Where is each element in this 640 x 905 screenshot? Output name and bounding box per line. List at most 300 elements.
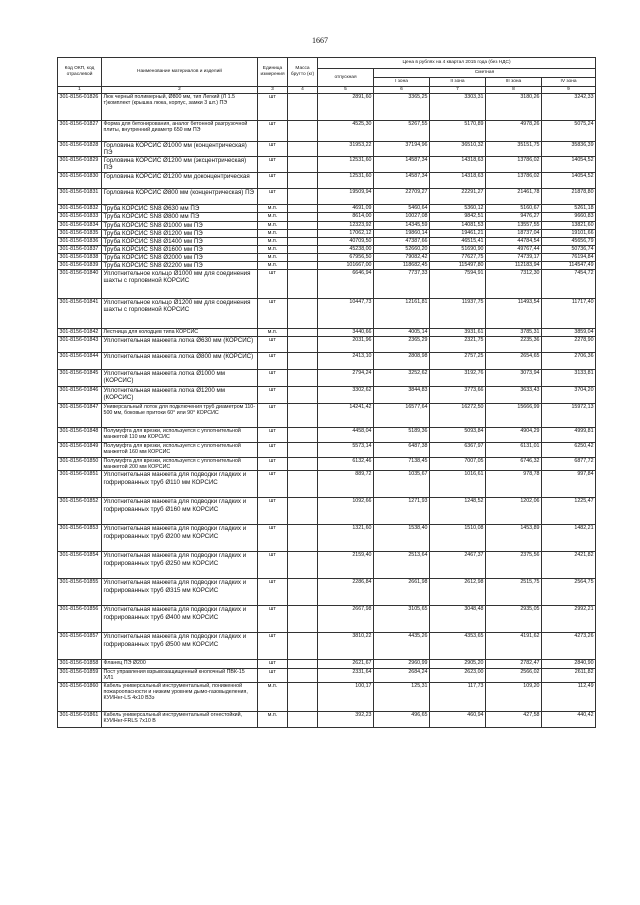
cell-code: 301-8156-01841 [58, 299, 102, 329]
cell-name: Уплотнительная манжета для подводки гладких и гофрированных труб Ø250 мм КОРСИС [102, 552, 258, 579]
cell-release-price: 2891,60 [318, 94, 374, 121]
cell-zone-3-price: 2654,65 [486, 353, 542, 370]
cell-release-price: 1092,66 [318, 498, 374, 525]
cell-release-price: 8614,00 [318, 213, 374, 221]
cell-code: 301-8156-01839 [58, 262, 102, 270]
cell-zone-3-price: 49767,44 [486, 245, 542, 253]
cell-zone-4-price: 3242,33 [542, 94, 596, 121]
cell-release-price: 2331,64 [318, 669, 374, 682]
cell-zone-2-price: 7594,91 [430, 270, 486, 299]
cell-zone-2-price: 115497,80 [430, 262, 486, 270]
cell-unit: шт [258, 404, 288, 428]
column-number: 4 [288, 87, 318, 94]
cell-zone-3-price: 9476,27 [486, 213, 542, 221]
cell-zone-1-price: 14587,34 [374, 157, 430, 173]
cell-zone-4-price: 2421,82 [542, 552, 596, 579]
cell-unit: шт [258, 189, 288, 205]
cell-name: Труба КОРСИС SN8 Ø1000 мм ПЭ [102, 221, 258, 229]
cell-release-price: 10447,73 [318, 299, 374, 329]
cell-mass [288, 370, 318, 387]
cell-zone-3-price: 3633,43 [486, 387, 542, 404]
cell-zone-1-price: 12161,81 [374, 299, 430, 329]
price-table [57, 57, 596, 728]
cell-zone-3-price: 7312,30 [486, 270, 542, 299]
header-price: Цена в рублях на 4 квартал 2015 года (без НДС) [318, 58, 596, 69]
cell-name: Уплотнительное кольцо Ø1200 мм для соединения шахты с горловиной КОРСИС [102, 299, 258, 329]
cell-zone-1-price: 4435,26 [374, 633, 430, 660]
table-row [58, 387, 596, 404]
cell-zone-1-price: 37194,96 [374, 142, 430, 157]
cell-name: Горловина КОРСИС Ø1000 мм (концентрическая) ПЭ [102, 142, 258, 157]
cell-unit: шт [258, 94, 288, 121]
cell-name: Труба КОРСИС SN8 Ø2200 мм ПЭ [102, 262, 258, 270]
cell-mass [288, 669, 318, 682]
cell-mass [288, 229, 318, 237]
table-row [58, 262, 596, 270]
cell-code: 301-8156-01844 [58, 353, 102, 370]
cell-zone-4-price: 2840,90 [542, 660, 596, 669]
cell-mass [288, 387, 318, 404]
cell-code: 301-8156-01854 [58, 552, 102, 579]
cell-zone-1-price: 47387,66 [374, 237, 430, 245]
cell-zone-4-price: 11717,40 [542, 299, 596, 329]
cell-zone-3-price: 427,58 [486, 711, 542, 727]
cell-unit: м.п. [258, 254, 288, 262]
cell-code: 301-8156-01840 [58, 270, 102, 299]
cell-zone-4-price: 35836,39 [542, 142, 596, 157]
cell-mass [288, 660, 318, 669]
cell-name: Универсальный лоток для подключения труб диаметром 110-500 мм, боковые притоки 60° или 90° КОРСИС [102, 404, 258, 428]
cell-unit: м.п. [258, 329, 288, 337]
cell-zone-1-price: 6487,38 [374, 443, 430, 458]
cell-zone-3-price: 13786,02 [486, 157, 542, 173]
cell-zone-1-price: 5267,55 [374, 121, 430, 142]
cell-zone-4-price: 3133,81 [542, 370, 596, 387]
column-number-row [58, 87, 596, 94]
table-row [58, 205, 596, 213]
cell-zone-4-price: 4273,26 [542, 633, 596, 660]
cell-name: Уплотнительная манжета лотка Ø1000 мм (КОРСИС) [102, 370, 258, 387]
cell-mass [288, 221, 318, 229]
cell-zone-4-price: 114547,49 [542, 262, 596, 270]
cell-unit: шт [258, 142, 288, 157]
cell-release-price: 2159,40 [318, 552, 374, 579]
cell-zone-2-price: 5093,84 [430, 428, 486, 443]
cell-code: 301-8156-01857 [58, 633, 102, 660]
cell-zone-4-price: 13821,60 [542, 221, 596, 229]
table-row [58, 498, 596, 525]
cell-zone-4-price: 6250,42 [542, 443, 596, 458]
cell-zone-2-price: 36510,32 [430, 142, 486, 157]
cell-unit: м.п. [258, 262, 288, 270]
column-number: 3 [258, 87, 288, 94]
table-row [58, 353, 596, 370]
cell-mass [288, 299, 318, 329]
page-number: 1667 [312, 36, 328, 45]
cell-zone-2-price: 3303,31 [430, 94, 486, 121]
table-row [58, 121, 596, 142]
cell-unit: шт [258, 458, 288, 471]
cell-name: Уплотнительная манжета лотка Ø1200 мм (КОРСИС) [102, 387, 258, 404]
cell-release-price: 101667,00 [318, 262, 374, 270]
cell-mass [288, 525, 318, 552]
cell-zone-2-price: 51690,90 [430, 245, 486, 253]
table-row [58, 669, 596, 682]
cell-unit: м.п. [258, 213, 288, 221]
cell-zone-2-price: 117,73 [430, 682, 486, 711]
cell-zone-3-price: 3180,26 [486, 94, 542, 121]
cell-name: Форма для бетонирования, аналог бетонной разгрузочной плиты, внутренний диаметр 650 мм ПЭ [102, 121, 258, 142]
cell-zone-3-price: 1202,06 [486, 498, 542, 525]
cell-zone-1-price: 19860,14 [374, 229, 430, 237]
cell-zone-4-price: 5261,18 [542, 205, 596, 213]
cell-code: 301-8156-01861 [58, 711, 102, 727]
table-row [58, 173, 596, 189]
cell-zone-2-price: 6367,97 [430, 443, 486, 458]
cell-zone-2-price: 3048,48 [430, 606, 486, 633]
cell-name: Труба КОРСИС SN8 Ø800 мм ПЭ [102, 213, 258, 221]
cell-zone-2-price: 2612,98 [430, 579, 486, 606]
column-number: 9 [542, 87, 596, 94]
cell-code: 301-8156-01843 [58, 337, 102, 353]
cell-zone-1-price: 10027,08 [374, 213, 430, 221]
table-row [58, 471, 596, 498]
cell-zone-2-price: 14081,53 [430, 221, 486, 229]
cell-code: 301-8156-01836 [58, 237, 102, 245]
cell-release-price: 12531,60 [318, 173, 374, 189]
cell-release-price: 45238,00 [318, 245, 374, 253]
cell-zone-1-price: 3105,65 [374, 606, 430, 633]
cell-zone-4-price: 15972,13 [542, 404, 596, 428]
cell-name: Полумуфта для врезки, используется с уплотнительной манжетой 200 мм КОРСИС [102, 458, 258, 471]
cell-zone-3-price: 109,20 [486, 682, 542, 711]
cell-mass [288, 458, 318, 471]
cell-zone-2-price: 3773,66 [430, 387, 486, 404]
cell-zone-1-price: 52660,20 [374, 245, 430, 253]
table-row [58, 579, 596, 606]
cell-zone-4-price: 76194,84 [542, 254, 596, 262]
cell-zone-4-price: 50736,74 [542, 245, 596, 253]
cell-zone-2-price: 46515,41 [430, 237, 486, 245]
table-row [58, 660, 596, 669]
cell-release-price: 14241,42 [318, 404, 374, 428]
cell-zone-3-price: 2515,75 [486, 579, 542, 606]
cell-name: Уплотнительная манжета для подводки гладких и гофрированных труб Ø200 мм КОРСИС [102, 525, 258, 552]
cell-release-price: 2794,24 [318, 370, 374, 387]
cell-mass [288, 237, 318, 245]
cell-mass [288, 498, 318, 525]
cell-release-price: 2621,67 [318, 660, 374, 669]
table-row [58, 245, 596, 253]
cell-release-price: 3810,22 [318, 633, 374, 660]
cell-zone-3-price: 18737,04 [486, 229, 542, 237]
cell-zone-1-price: 2960,99 [374, 660, 430, 669]
cell-mass [288, 579, 318, 606]
cell-mass [288, 711, 318, 727]
column-number: 2 [102, 87, 258, 94]
cell-zone-4-price: 112,49 [542, 682, 596, 711]
cell-mass [288, 270, 318, 299]
cell-unit: шт [258, 552, 288, 579]
cell-release-price: 19509,94 [318, 189, 374, 205]
cell-zone-2-price: 1016,61 [430, 471, 486, 498]
cell-zone-1-price: 7138,45 [374, 458, 430, 471]
cell-zone-4-price: 21878,80 [542, 189, 596, 205]
cell-zone-3-price: 13786,02 [486, 173, 542, 189]
cell-code: 301-8156-01827 [58, 121, 102, 142]
cell-name: Труба КОРСИС SN8 Ø1400 мм ПЭ [102, 237, 258, 245]
cell-mass [288, 329, 318, 337]
cell-zone-3-price: 6746,32 [486, 458, 542, 471]
cell-name: Горловина КОРСИС Ø1200 мм (эксцентрическая) ПЭ [102, 157, 258, 173]
cell-zone-3-price: 2782,47 [486, 660, 542, 669]
cell-zone-2-price: 14318,63 [430, 157, 486, 173]
cell-zone-1-price: 2513,64 [374, 552, 430, 579]
cell-code: 301-8156-01845 [58, 370, 102, 387]
cell-code: 301-8156-01849 [58, 443, 102, 458]
cell-name: Уплотнительная манжета лотка Ø630 мм (КОРСИС) [102, 337, 258, 353]
cell-unit: шт [258, 606, 288, 633]
cell-release-price: 2031,96 [318, 337, 374, 353]
header-name: Наименование материалов и изделий [102, 58, 258, 87]
cell-unit: шт [258, 525, 288, 552]
cell-mass [288, 205, 318, 213]
table-row [58, 213, 596, 221]
cell-release-price: 67956,50 [318, 254, 374, 262]
header-unit: Единица измерения [258, 58, 288, 87]
cell-zone-1-price: 118682,45 [374, 262, 430, 270]
cell-mass [288, 142, 318, 157]
cell-zone-2-price: 19461,21 [430, 229, 486, 237]
table-row [58, 443, 596, 458]
cell-code: 301-8156-01837 [58, 245, 102, 253]
cell-mass [288, 471, 318, 498]
header-release: отпускная [318, 69, 374, 87]
cell-zone-1-price: 125,31 [374, 682, 430, 711]
cell-unit: шт [258, 173, 288, 189]
cell-zone-2-price: 4353,65 [430, 633, 486, 660]
cell-zone-3-price: 978,78 [486, 471, 542, 498]
cell-name: Труба КОРСИС SN8 Ø1200 мм ПЭ [102, 229, 258, 237]
cell-name: Уплотнительная манжета для подводки гладких и гофрированных труб Ø400 мм КОРСИС [102, 606, 258, 633]
cell-code: 301-8156-01851 [58, 471, 102, 498]
cell-zone-1-price: 3252,62 [374, 370, 430, 387]
table-row [58, 189, 596, 205]
table-row [58, 552, 596, 579]
cell-zone-2-price: 3931,61 [430, 329, 486, 337]
cell-zone-3-price: 11493,54 [486, 299, 542, 329]
cell-name: Уплотнительная манжета для подводки гладких и гофрированных труб Ø315 мм КОРСИС [102, 579, 258, 606]
cell-unit: шт [258, 299, 288, 329]
cell-zone-3-price: 5160,67 [486, 205, 542, 213]
cell-release-price: 4525,30 [318, 121, 374, 142]
cell-release-price: 4458,04 [318, 428, 374, 443]
cell-mass [288, 262, 318, 270]
cell-zone-4-price: 2278,90 [542, 337, 596, 353]
cell-name: Кабель универсальный инструментальный огнестойкий, КУИНнг-FRLS 7х10 В [102, 711, 258, 727]
header-code: Код ОКП, код отраслевой [58, 58, 102, 87]
cell-code: 301-8156-01860 [58, 682, 102, 711]
cell-zone-3-price: 15666,99 [486, 404, 542, 428]
cell-release-price: 1321,60 [318, 525, 374, 552]
cell-zone-3-price: 3073,94 [486, 370, 542, 387]
cell-code: 301-8156-01853 [58, 525, 102, 552]
table-row [58, 711, 596, 727]
cell-zone-2-price: 77627,75 [430, 254, 486, 262]
cell-release-price: 6646,94 [318, 270, 374, 299]
header-zone-2: II зона [430, 78, 486, 87]
cell-zone-4-price: 7454,72 [542, 270, 596, 299]
cell-zone-2-price: 2905,20 [430, 660, 486, 669]
header-zone-4: IV зона [542, 78, 596, 87]
cell-name: Полумуфта для врезки, используется с уплотнительной манжетой 160 мм КОРСИС [102, 443, 258, 458]
cell-code: 301-8156-01859 [58, 669, 102, 682]
cell-zone-4-price: 440,42 [542, 711, 596, 727]
cell-mass [288, 337, 318, 353]
header-zone-3: III зона [486, 78, 542, 87]
cell-zone-3-price: 2935,05 [486, 606, 542, 633]
cell-zone-4-price: 3704,20 [542, 387, 596, 404]
table-row [58, 337, 596, 353]
cell-unit: м.п. [258, 711, 288, 727]
column-number: 7 [430, 87, 486, 94]
cell-zone-4-price: 2706,36 [542, 353, 596, 370]
cell-zone-2-price: 7007,05 [430, 458, 486, 471]
cell-zone-2-price: 460,94 [430, 711, 486, 727]
cell-unit: шт [258, 633, 288, 660]
column-number: 1 [58, 87, 102, 94]
cell-name: Труба КОРСИС SN8 Ø1600 мм ПЭ [102, 245, 258, 253]
cell-release-price: 31953,22 [318, 142, 374, 157]
cell-zone-3-price: 74739,17 [486, 254, 542, 262]
cell-zone-4-price: 5075,24 [542, 121, 596, 142]
cell-zone-2-price: 5360,12 [430, 205, 486, 213]
cell-zone-3-price: 112183,94 [486, 262, 542, 270]
table-row [58, 606, 596, 633]
cell-unit: шт [258, 270, 288, 299]
cell-zone-2-price: 22291,27 [430, 189, 486, 205]
cell-unit: шт [258, 387, 288, 404]
cell-unit: шт [258, 498, 288, 525]
header-zone-1: I зона [374, 78, 430, 87]
cell-unit: шт [258, 471, 288, 498]
cell-unit: м.п. [258, 237, 288, 245]
cell-zone-3-price: 44784,54 [486, 237, 542, 245]
cell-name: Фланец ПЭ Ø200 [102, 660, 258, 669]
cell-zone-4-price: 2611,82 [542, 669, 596, 682]
cell-mass [288, 254, 318, 262]
table-row [58, 142, 596, 157]
cell-mass [288, 94, 318, 121]
cell-zone-1-price: 1538,40 [374, 525, 430, 552]
cell-zone-2-price: 5170,89 [430, 121, 486, 142]
cell-zone-1-price: 3365,25 [374, 94, 430, 121]
table-row [58, 299, 596, 329]
cell-release-price: 5573,14 [318, 443, 374, 458]
cell-unit: шт [258, 337, 288, 353]
table-row [58, 428, 596, 443]
cell-zone-4-price: 14054,52 [542, 157, 596, 173]
table-row [58, 221, 596, 229]
cell-unit: шт [258, 353, 288, 370]
cell-unit: м.п. [258, 229, 288, 237]
cell-zone-1-price: 14345,59 [374, 221, 430, 229]
cell-zone-3-price: 4978,26 [486, 121, 542, 142]
cell-zone-4-price: 2564,75 [542, 579, 596, 606]
cell-release-price: 12323,92 [318, 221, 374, 229]
cell-mass [288, 428, 318, 443]
cell-zone-1-price: 2684,24 [374, 669, 430, 682]
cell-zone-4-price: 6877,72 [542, 458, 596, 471]
table-row [58, 682, 596, 711]
cell-unit: шт [258, 121, 288, 142]
cell-code: 301-8156-01830 [58, 173, 102, 189]
cell-code: 301-8156-01850 [58, 458, 102, 471]
cell-code: 301-8156-01852 [58, 498, 102, 525]
cell-zone-4-price: 2992,21 [542, 606, 596, 633]
cell-mass [288, 682, 318, 711]
cell-mass [288, 189, 318, 205]
table-row [58, 458, 596, 471]
cell-zone-4-price: 3859,04 [542, 329, 596, 337]
cell-release-price: 392,23 [318, 711, 374, 727]
cell-name: Уплотнительная манжета для подводки гладких и гофрированных труб Ø110 мм КОРСИС [102, 471, 258, 498]
cell-zone-3-price: 2235,36 [486, 337, 542, 353]
cell-code: 301-8156-01838 [58, 254, 102, 262]
cell-name: Уплотнительное кольцо Ø1000 мм для соединения шахты с горловиной КОРСИС [102, 270, 258, 299]
cell-name: Труба КОРСИС SN8 Ø2000 мм ПЭ [102, 254, 258, 262]
cell-zone-1-price: 1035,67 [374, 471, 430, 498]
table-row [58, 525, 596, 552]
cell-mass [288, 443, 318, 458]
cell-name: Уплотнительная манжета лотка Ø800 мм (КОРСИС) [102, 353, 258, 370]
cell-unit: м.п. [258, 205, 288, 213]
cell-code: 301-8156-01856 [58, 606, 102, 633]
cell-zone-4-price: 45656,79 [542, 237, 596, 245]
cell-zone-3-price: 2566,02 [486, 669, 542, 682]
cell-mass [288, 173, 318, 189]
cell-zone-1-price: 2661,98 [374, 579, 430, 606]
cell-zone-3-price: 35151,75 [486, 142, 542, 157]
cell-code: 301-8156-01834 [58, 221, 102, 229]
cell-code: 301-8156-01833 [58, 213, 102, 221]
header-delivery: Сметная [374, 69, 596, 78]
cell-zone-3-price: 6131,01 [486, 443, 542, 458]
cell-unit: шт [258, 669, 288, 682]
cell-unit: шт [258, 660, 288, 669]
table-row [58, 157, 596, 173]
cell-release-price: 6132,46 [318, 458, 374, 471]
table-row [58, 237, 596, 245]
cell-release-price: 100,17 [318, 682, 374, 711]
cell-zone-4-price: 14054,52 [542, 173, 596, 189]
column-number: 6 [374, 87, 430, 94]
cell-mass [288, 552, 318, 579]
cell-zone-1-price: 2808,98 [374, 353, 430, 370]
cell-name: Уплотнительная манжета для подводки гладких и гофрированных труб Ø160 мм КОРСИС [102, 498, 258, 525]
cell-mass [288, 633, 318, 660]
cell-release-price: 2667,98 [318, 606, 374, 633]
cell-release-price: 17062,12 [318, 229, 374, 237]
cell-name: Уплотнительная манжета для подводки гладких и гофрированных труб Ø500 мм КОРСИС [102, 633, 258, 660]
cell-zone-4-price: 1225,47 [542, 498, 596, 525]
cell-code: 301-8156-01832 [58, 205, 102, 213]
cell-mass [288, 121, 318, 142]
cell-zone-4-price: 19101,66 [542, 229, 596, 237]
cell-name: Горловина КОРСИС Ø800 мм (концентрическая) ПЭ [102, 189, 258, 205]
cell-unit: шт [258, 370, 288, 387]
cell-release-price: 3302,62 [318, 387, 374, 404]
